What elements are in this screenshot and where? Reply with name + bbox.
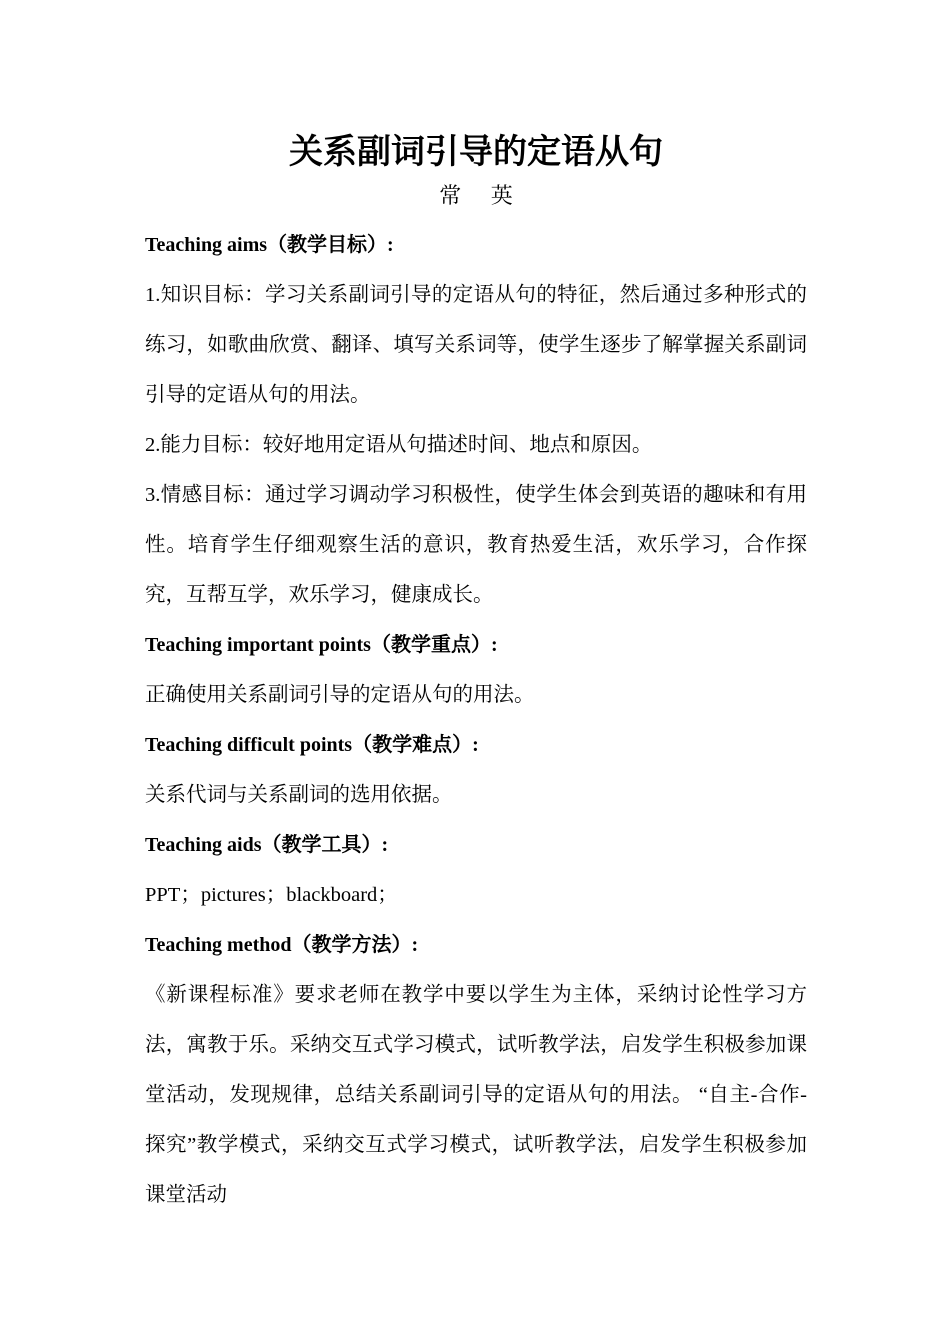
- teaching-aids-text: PPT；pictures；blackboard；: [145, 884, 398, 906]
- difficult-points-text: 关系代词与关系副词的选用依据。: [145, 784, 453, 806]
- aims-ability: 2.能力目标：较好地用定语从句描述时间、地点和原因。: [145, 434, 653, 456]
- aims-emotion: 3.情感目标：通过学习调动学习积极性，使学生体会到英语的趣味和有用性。培育学生仔细观察生活的意识，教育热爱生活，欢乐学习，合作探究，互帮互学，欢乐学习，健康成长。: [145, 484, 807, 606]
- important-points-text: 正确使用关系副词引导的定语从句的用法。: [145, 684, 535, 706]
- difficult-points-heading: Teaching difficult points（教学难点）:: [145, 734, 479, 756]
- teaching-method-heading: Teaching method（教学方法）:: [145, 934, 419, 956]
- teaching-method-text: 《新课程标准》要求老师在教学中要以学生为主体，采纳讨论性学习方法，寓教于乐。采纳交互式学习模式，试听教学法，启发学生积极参加课堂活动，发现规律，总结关系副词引导的定语从句的用法。 “自主-合作-探究”教学模式，采纳交互式学习模式，试听教学法，启发学生积极参加课堂活动: [145, 984, 807, 1206]
- teaching-aids-heading: Teaching aids（教学工具）:: [145, 834, 389, 856]
- document-title: 关系副词引导的定语从句: [289, 132, 663, 172]
- aims-heading: Teaching aims（教学目标）:: [145, 234, 394, 256]
- aims-knowledge: 1.知识目标：学习关系副词引导的定语从句的特征，然后通过多种形式的练习，如歌曲欣赏、翻译、填写关系词等，使学生逐步了解掌握关系副词引导的定语从句的用法。: [145, 284, 807, 406]
- document-author: 常 英: [439, 183, 525, 208]
- document-page: [145, 128, 807, 1220]
- important-points-heading: Teaching important points（教学重点）:: [145, 634, 498, 656]
